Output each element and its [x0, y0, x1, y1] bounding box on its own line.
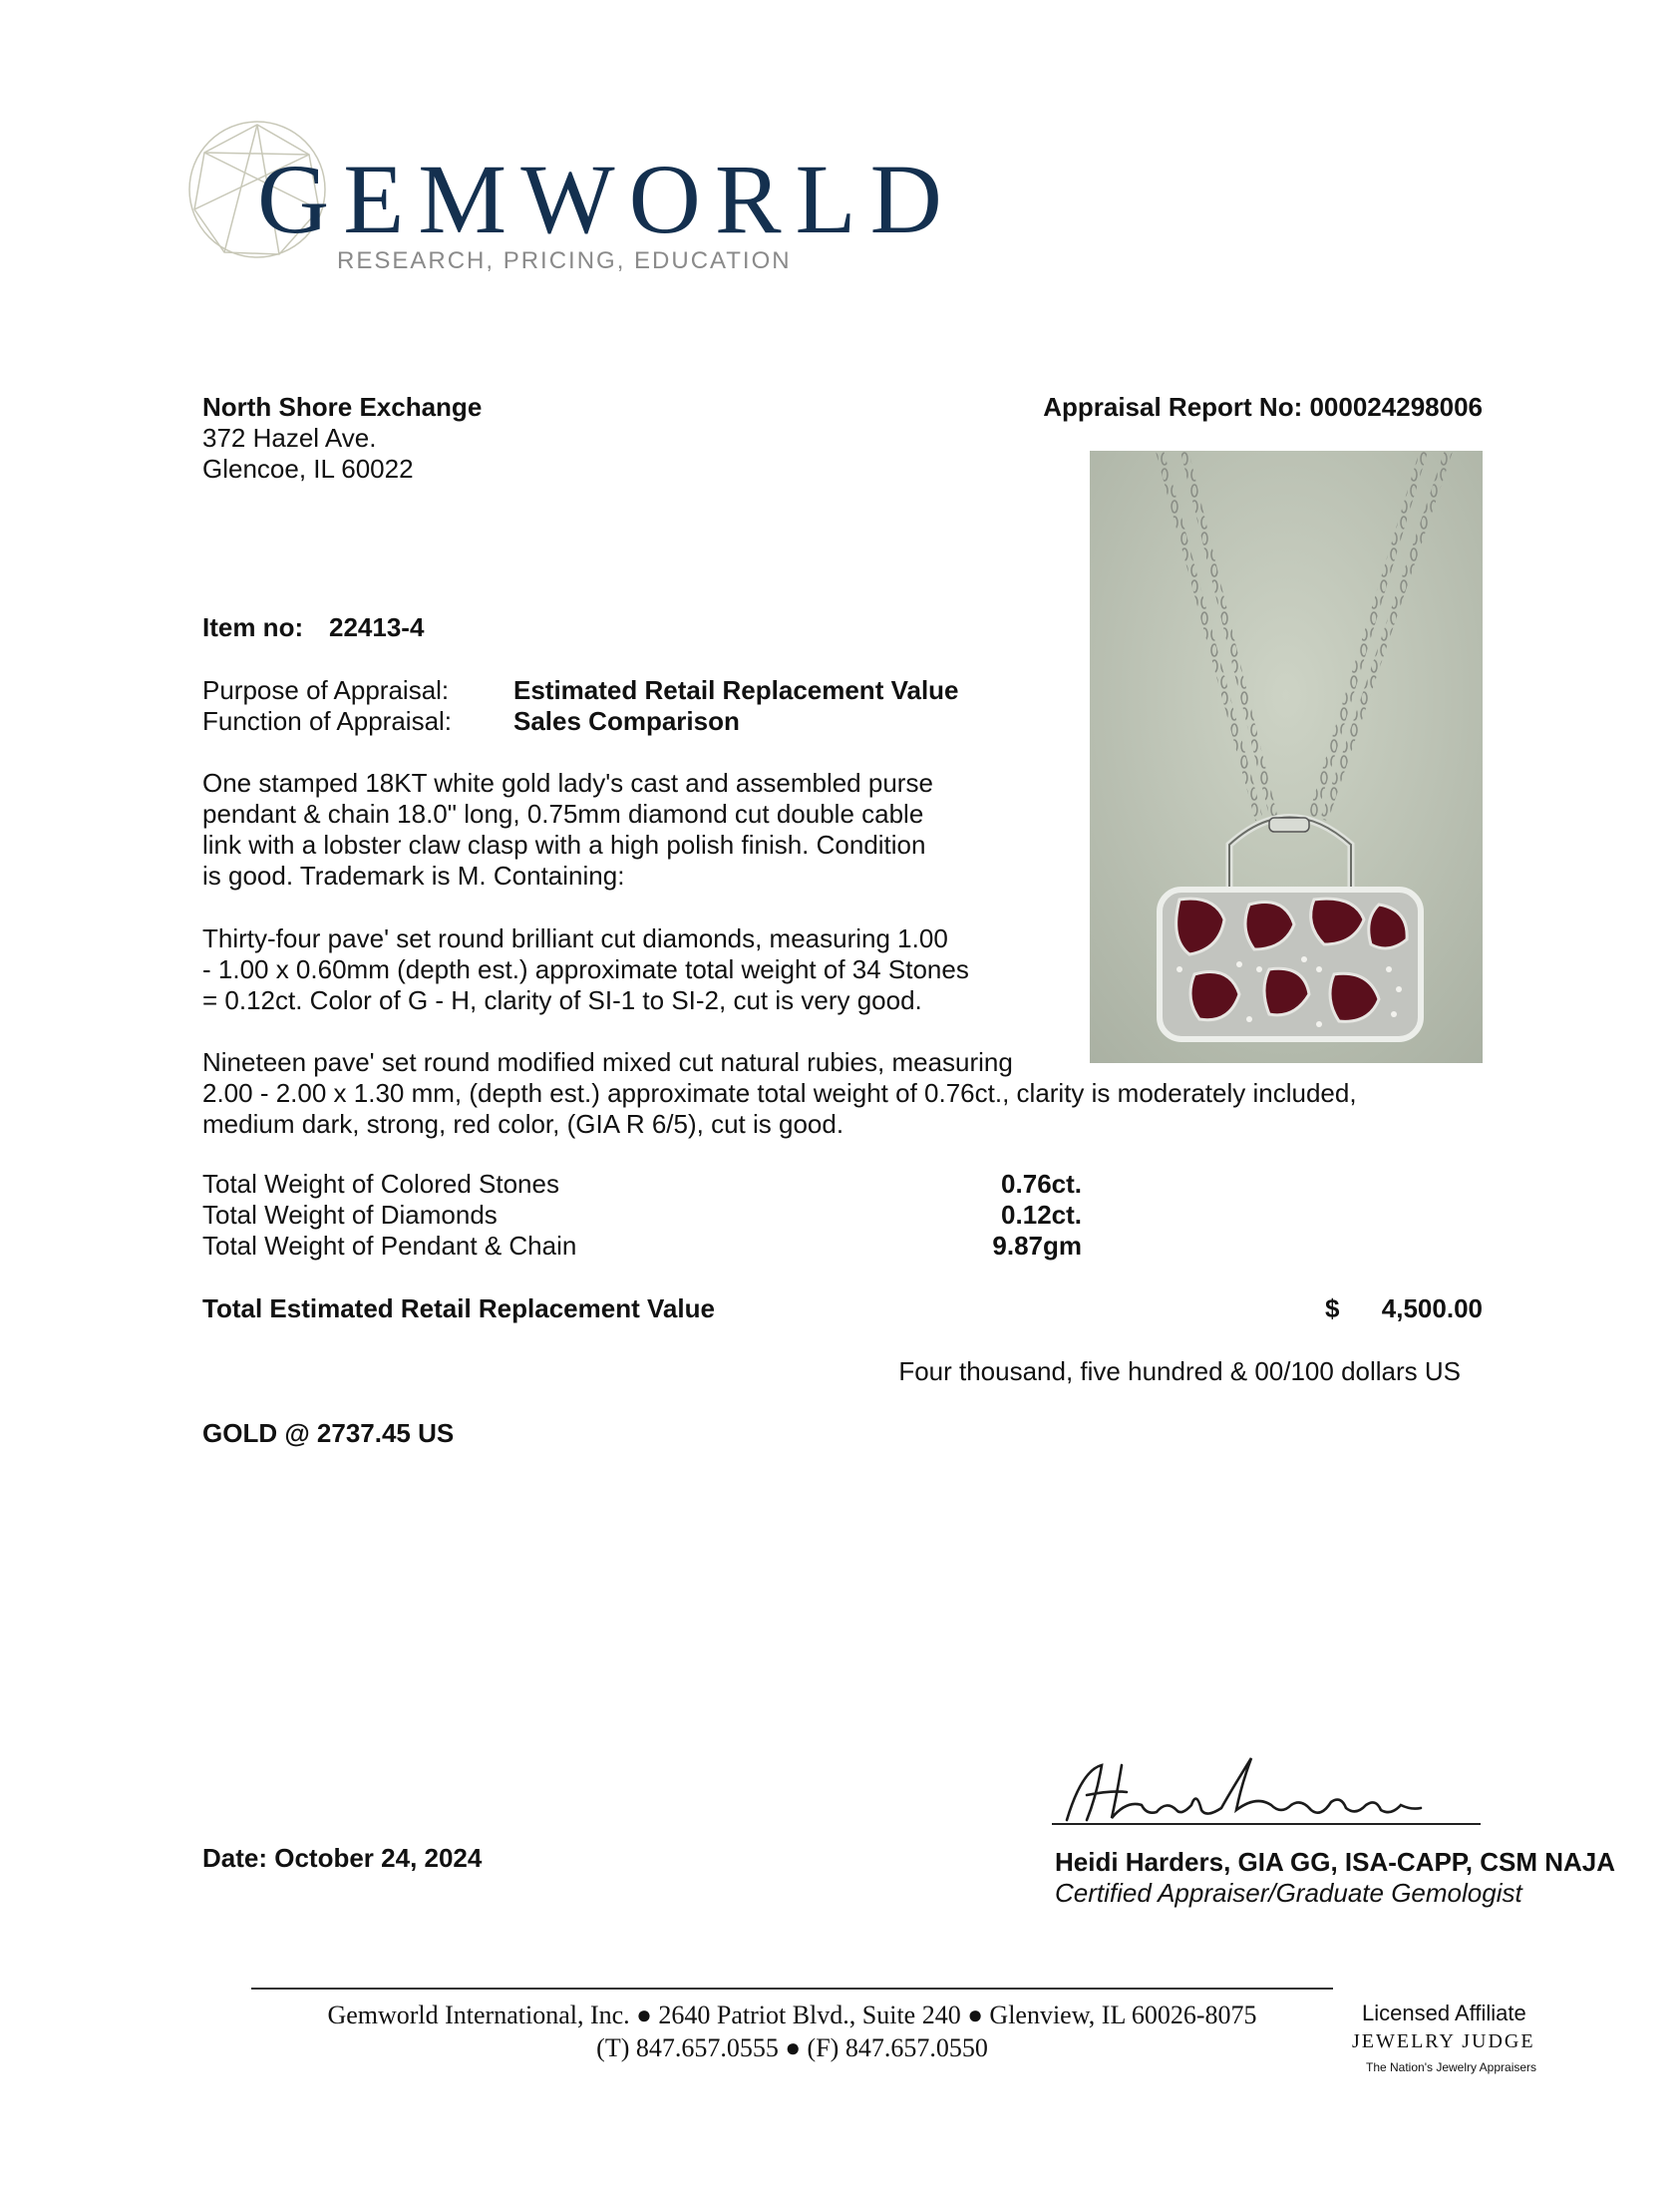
footer-address: Gemworld International, Inc. ● 2640 Patriot Blvd., Suite 240 ● Glenview, IL 60026-8075 [327, 2001, 1257, 2029]
report-number: Appraisal Report No: 000024298006 [1043, 392, 1483, 422]
footer-phone: (T) 847.657.0555 ● (F) 847.657.0550 [596, 2033, 988, 2062]
total-currency: $ [1325, 1293, 1340, 1323]
weight-value-colored-stones: 0.76ct. [1001, 1169, 1082, 1199]
logo-wordmark: GEMWORLD [257, 144, 956, 254]
ruby-line: medium dark, strong, red color, (GIA R 6/5), cut is good. [202, 1109, 844, 1139]
weight-label-diamonds: Total Weight of Diamonds [202, 1200, 498, 1230]
weight-value-pendant-chain: 9.87gm [992, 1231, 1082, 1261]
description-line: link with a lobster claw clasp with a high polish finish. Condition [202, 830, 926, 860]
item-number: 22413-4 [329, 612, 425, 642]
affiliate-tagline: The Nation's Jewelry Appraisers [1366, 2060, 1537, 2074]
affiliate-label: Licensed Affiliate [1362, 2001, 1526, 2025]
affiliate-logo: JEWELRY JUDGE [1352, 2030, 1535, 2052]
signature-line [1052, 1823, 1481, 1825]
weight-label-colored-stones: Total Weight of Colored Stones [202, 1169, 559, 1199]
signature-image [1057, 1750, 1486, 1830]
diamond-line: Thirty-four pave' set round brilliant cut diamonds, measuring 1.00 [202, 923, 948, 953]
appraiser-name: Heidi Harders, GIA GG, ISA-CAPP, CSM NAJA [1055, 1847, 1616, 1877]
purpose-label: Purpose of Appraisal: [202, 675, 450, 705]
appraiser-title: Certified Appraiser/Graduate Gemologist [1055, 1878, 1522, 1908]
report-date: Date: October 24, 2024 [202, 1843, 483, 1873]
diamond-line: - 1.00 x 0.60mm (depth est.) approximate total weight of 34 Stones [202, 954, 969, 984]
description-line: is good. Trademark is M. Containing: [202, 861, 625, 891]
purpose-value: Estimated Retail Replacement Value [513, 675, 959, 705]
ruby-line: 2.00 - 2.00 x 1.30 mm, (depth est.) approximate total weight of 0.76ct., clarity is moderately included, [202, 1078, 1357, 1108]
item-description [202, 768, 933, 892]
client-address-line2: Glencoe, IL 60022 [202, 454, 414, 484]
weight-label-pendant-chain: Total Weight of Pendant & Chain [202, 1231, 577, 1261]
ruby-line: Nineteen pave' set round modified mixed cut natural rubies, measuring [202, 1047, 1013, 1077]
logo-tagline: RESEARCH, PRICING, EDUCATION [337, 247, 792, 274]
weight-value-diamonds: 0.12ct. [1001, 1200, 1082, 1230]
diamond-description [202, 923, 969, 1016]
total-value: 4,500.00 [1381, 1293, 1483, 1323]
pendant-photo [1090, 451, 1483, 1063]
item-label: Item no: [202, 612, 304, 642]
function-value: Sales Comparison [513, 706, 740, 736]
client-name: North Shore Exchange [202, 392, 483, 422]
ruby-description [202, 1047, 1357, 1140]
description-line: pendant & chain 18.0" long, 0.75mm diamond cut double cable [202, 799, 924, 829]
description-line: One stamped 18KT white gold lady's cast and assembled purse [202, 768, 933, 798]
client-address-line1: 372 Hazel Ave. [202, 423, 377, 453]
function-label: Function of Appraisal: [202, 706, 453, 736]
total-value-label: Total Estimated Retail Replacement Value [202, 1293, 715, 1323]
total-value-words: Four thousand, five hundred & 00/100 dollars US [898, 1356, 1461, 1386]
diamond-line: = 0.12ct. Color of G - H, clarity of SI-1 to SI-2, cut is very good. [202, 985, 922, 1015]
footer-divider [251, 1988, 1333, 1990]
gold-price: GOLD @ 2737.45 US [202, 1418, 455, 1448]
